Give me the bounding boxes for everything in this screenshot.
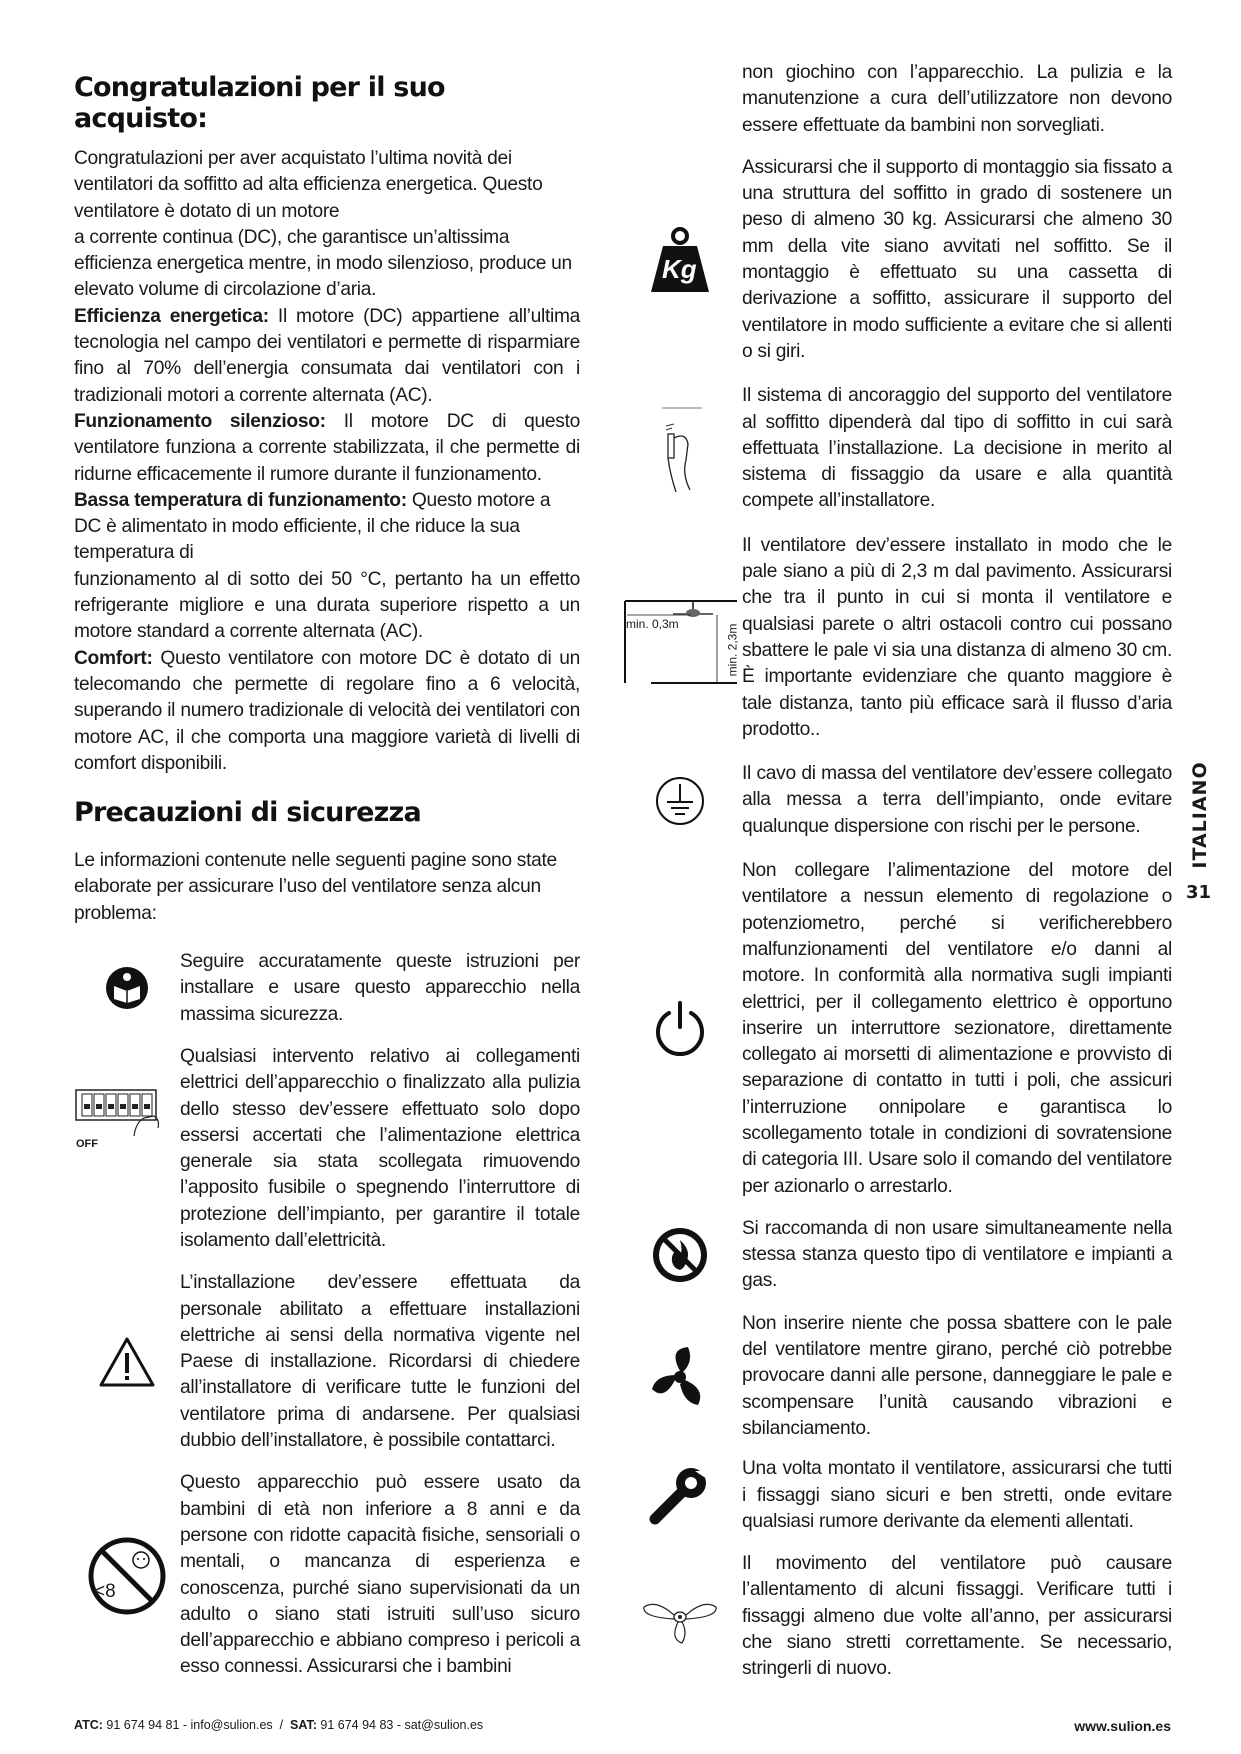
safety-item-manual (74, 949, 580, 1028)
item-power-off-text: Qualsiasi intervento relativo ai collegamenti elettrici dell’apparecchio o finalizzato alla pulizia dello stesso dev’essere effettuato solo dopo essersi accertati che l’alimentazione elettrica generale sia stata scollegata rimuovendo l’apposito fusibile o spegnendo l’interruttore di protezione dell’impianto, per garantire il totale isolamento dall’elettricità. (180, 1045, 580, 1251)
item-ground-text: Il cavo di massa del ventilatore dev’essere collegato alla messa a terra dell’impianto, onde evitare qualunque dispersione con rischi per le persone. (742, 763, 1172, 837)
safety-item-ground (618, 761, 1172, 840)
dist-wall-label: min. 0,3m (626, 616, 679, 631)
lowtemp-paragraph-2: funzionamento al di sotto dei 50 °C, pertanto ha un effetto refrigerante migliore e una durata superiore rispetto a un motore standard a corrente alternata (AC). (74, 568, 580, 643)
right-column (618, 60, 1172, 1697)
item-blades-text: Non inserire niente che possa sbattere con le pale del ventilatore mentre girano, perché ciò potrebbe provocare danni alle persone, danneggiare le pale e scompensare l’unità causando vibrazioni e sbilanciamento. (742, 1312, 1172, 1439)
item-tighten-text: Una volta montato il ventilatore, assicurarsi che tutti i fissaggi siano sicuri e ben stretti, onde evitare qualsiasi rumore derivante da elementi allentati. (742, 1458, 1172, 1532)
children-continued (618, 60, 1172, 139)
efficiency-paragraph (74, 304, 580, 409)
safety-item-tighten (618, 1456, 1172, 1535)
ground-icon (618, 776, 742, 826)
item-installer-text: L’installazione dev’essere effettuata da personale abilitato a effettuare installazioni elettriche ai sensi della normativa vigente nel Paese di installazione. Ricordarsi di chiedere all’installatore di verificare tutte le funzioni del ventilatore prima di andarsene. Per qualsiasi dubbio dell’installatore, è possibile contattarci. (180, 1272, 580, 1452)
fan-blades-icon (618, 1345, 742, 1409)
weight-kg-icon (618, 226, 742, 294)
efficiency-label: Efficienza energetica: (74, 305, 269, 327)
intro-block (74, 146, 580, 777)
intro-paragraph-1: Congratulazioni per aver acquistato l’ultima novità dei ventilatori da soffitto ad alta efficienza energetica. Questo ventilatore è dotato di un motore (74, 148, 543, 222)
item-anchor-text: Il sistema di ancoraggio del supporto del ventilatore al soffitto dipenderà dal tipo di soffitto in cui sarà effettuata l’installazione. La decisione in merito al sistema di fissaggio da usare e alla quantità compete all’installatore. (742, 385, 1172, 512)
wrench-icon (618, 1465, 742, 1527)
item-weight-text: Assicurarsi che il supporto di montaggio sia fissato a una struttura del soffitto in grado di sostenere un peso di almeno 30 kg. Assicurarsi che almeno 30 mm della vite siano avvitati nel soffitto. Se il montaggio è effettuato su una cassetta di derivazione a soffitto, assicurare il supporto del ventilatore in modo sufficiente a evitare che si allenti o si giri. (742, 156, 1172, 362)
footer-website[interactable]: www.sulion.es (1074, 1718, 1171, 1734)
fan-check-icon (618, 1587, 742, 1647)
breaker-off-icon (74, 1044, 180, 1150)
left-column (74, 60, 580, 1697)
comfort-text: Questo ventilatore con motore DC è dotato di un telecomando che permette di regolare fino a 6 velocità, superando il numero tradizionale di velocità dei ventilatori con motore AC, il che comporta una maggiore varietà di livelli di comfort disponibili. (74, 647, 580, 774)
anchor-drill-icon (618, 404, 742, 494)
efficiency-text: Il motore (DC) appartiene all’ultima tecnologia nel campo dei ventilatori e permette di risparmiare fino al 70% dell’energia consumata dai ventilatori con i tradizionali motori a corrente alternata (AC). (74, 305, 580, 406)
lowtemp-text: Questo motore a DC è alimentato in modo efficiente, il che riduce la sua temperatura di (74, 489, 551, 564)
lowtemp-label: Bassa temperatura di funzionamento: (74, 489, 407, 511)
safety-item-check (618, 1551, 1172, 1682)
safety-item-children (74, 1470, 580, 1680)
intro-paragraph-2: a corrente continua (DC), che garantisce un’altissima efficienza energetica mentre, in modo silenzioso, produce un elevato volume di circolazione d’aria. (74, 226, 572, 301)
dist-floor-label: min. 2,3m (725, 623, 740, 677)
page-number: 31 (1186, 882, 1212, 903)
atc-label: ATC: (74, 1718, 103, 1732)
safety-item-power-off (74, 1044, 580, 1254)
language-tab: ITALIANO (1189, 761, 1211, 869)
children-cont-text: non giochino con l’apparecchio. La pulizia e la manutenzione a cura dell’utilizzatore non devono essere effettuate da bambini non sorvegliati. (742, 62, 1172, 136)
silent-label: Funzionamento silenzioso: (74, 410, 326, 432)
item-manual-text: Seguire accuratamente queste istruzioni per installare e usare questo apparecchio nella massima sicurezza. (180, 951, 580, 1025)
safety-item-installer (74, 1270, 580, 1454)
item-switch-text: Non collegare l’alimentazione del motore del ventilatore a nessun elemento di regolazione o potenziometro, perché si verificherebbero malfunzionamenti del ventilatore e/o danni al motore. In conformità alla normativa sugli impianti elettrici, per il collegamento elettrico è opportuno inserire un interruttore sezionatore, direttamente collegato ai morsetti di alimentazione e provvisto di separazione di contatto in tutti i poli, che assicuri l’interruzione onnipolare e garantisca lo scollegamento totale in condizioni di sovratensione di categoria III. Usare solo il comando del ventilatore per azionarlo o arrestarlo. (742, 860, 1172, 1197)
footer-contacts (74, 1718, 483, 1732)
item-check-text: Il movimento del ventilatore può causare l’allentamento di alcuni fissaggi. Verificare tutti i fissaggi almeno due volte all’anno, per assicurarsi che siano stretti correttamente. Se necessario, stringerli di nuovo. (742, 1553, 1172, 1680)
no-children-icon (74, 1536, 180, 1616)
safety-item-gas (618, 1216, 1172, 1295)
safety-item-anchor (618, 383, 1172, 514)
safety-item-switch (618, 858, 1172, 1200)
comfort-label: Comfort: (74, 647, 153, 669)
distance-diagram-icon (618, 583, 742, 693)
safety-item-weight (618, 155, 1172, 365)
lowtemp-paragraph (74, 488, 580, 567)
item-gas-text: Si raccomanda di non usare simultaneamente nella stessa stanza questo tipo di ventilatore e impianti a gas. (742, 1217, 1172, 1292)
sat-text: 91 674 94 83 - sat@sulion.es (316, 1718, 484, 1732)
off-label: OFF (76, 1137, 98, 1150)
warning-icon (74, 1336, 180, 1388)
silent-text: Il motore DC di questo ventilatore funziona a corrente stabilizzata, il che permette di ridurne efficacemente il rumore durante il funzionamento. (74, 410, 580, 485)
heading-safety: Precauzioni di sicurezza (74, 797, 421, 829)
safety-item-blades (618, 1311, 1172, 1442)
no-flame-icon (618, 1226, 742, 1284)
comfort-paragraph (74, 646, 580, 777)
silent-paragraph (74, 409, 580, 488)
safety-item-distance (618, 533, 1172, 743)
age-label: <8 (94, 1580, 116, 1602)
safety-intro: Le informazioni contenute nelle seguenti pagine sono state elaborate per assicurare l’uso del ventilatore senza alcun problema: (74, 850, 557, 924)
item-children-text: Questo apparecchio può essere usato da bambini di età non inferiore a 8 anni e da persone con ridotte capacità fisiche, sensoriali o mentali, o mancanza di esperienza e conoscenza, purché siano supervisionati da un adulto o siano stati istruiti sull’uso sicuro dell’apparecchio e abbiano compreso i pericoli a esso connessi. Assicurarsi che i bambini (180, 1472, 580, 1678)
power-icon (618, 999, 742, 1059)
read-manual-icon (74, 966, 180, 1010)
atc-text: 91 674 94 81 - info@sulion.es / (102, 1718, 291, 1732)
kg-label: Kg (662, 254, 697, 285)
item-distance-text: Il ventilatore dev’essere installato in modo che le pale siano a più di 2,3 m dal pavimento. Assicurarsi che tra il punto in cui si monta il ventilatore e qualsiasi parete o altri ostacoli contro cui possano sbattere le pale vi sia una distanza di almeno 30 cm. È importante evidenziare che quanto maggiore è tale distanza, tanto più efficace sarà il flusso d’aria prodotto.. (742, 534, 1172, 740)
sat-label: SAT: (290, 1718, 317, 1732)
heading-congratulations: Congratulazioni per il suo acquisto: (74, 72, 445, 134)
